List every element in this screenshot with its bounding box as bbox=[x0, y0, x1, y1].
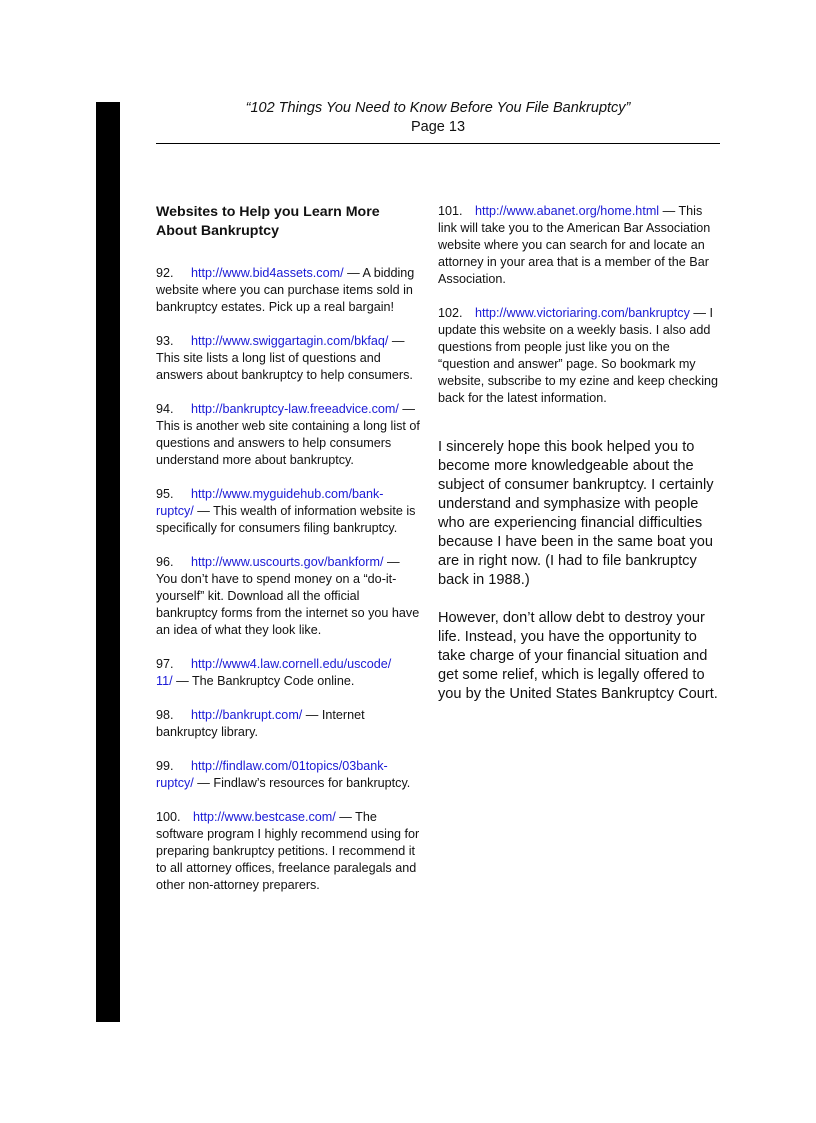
entry-description: — Findlaw’s resources for bankruptcy. bbox=[193, 776, 411, 790]
closing-paragraph-1: I sincerely hope this book helped you to become more knowledgeable about the subject of consumer bankruptcy. I certainly understand and symphasize with people who are experiencing financial difficulties because I have been in the same boat you are in right now. (I had to file bankruptcy back in 1988.) bbox=[438, 439, 714, 588]
website-link[interactable]: http://www.uscourts.gov/bankform/ bbox=[191, 555, 384, 569]
website-link[interactable]: http://findlaw.com/01topics/03bank- bbox=[191, 759, 388, 773]
website-entry bbox=[156, 265, 420, 316]
entry-description: — The Bankruptcy Code online. bbox=[172, 674, 355, 688]
entry-description: — This link will take you to the American Bar Association website where you can search for and locate an attorney in your area that is a member of the Bar Association. bbox=[438, 204, 711, 286]
website-entry bbox=[156, 656, 420, 690]
entry-description: — I update this website on a weekly basis. I also add questions from people just like you on the “question and answer” page. So bookmark my website, subscribe to my ezine and keep checking back for the latest information. bbox=[438, 306, 719, 405]
website-link[interactable]: http://www.bid4assets.com/ bbox=[191, 266, 344, 280]
entry-description: — Internet bankruptcy library. bbox=[156, 708, 365, 739]
website-link[interactable]: http://www.abanet.org/home.html bbox=[475, 204, 660, 218]
website-entry bbox=[156, 486, 420, 537]
entry-number: 101. bbox=[438, 204, 463, 218]
left-margin-bar bbox=[96, 102, 120, 1022]
website-entry bbox=[156, 333, 420, 384]
website-link[interactable]: http://bankruptcy-law.freeadvice.com/ bbox=[191, 402, 399, 416]
closing-paragraph-2: However, don’t allow debt to destroy your life. Instead, you have the opportunity to take charge of your financial situation and get some relief, which is legally offered to you by the United States Bankruptcy Court. bbox=[438, 610, 718, 702]
website-entry bbox=[156, 707, 420, 741]
website-entry bbox=[156, 809, 420, 894]
entry-number: 96. bbox=[156, 555, 174, 569]
header-rule bbox=[156, 143, 720, 144]
page-header bbox=[156, 99, 720, 137]
page-number: Page 13 bbox=[410, 119, 466, 135]
section-heading: Websites to Help you Learn More About Bankruptcy bbox=[156, 204, 380, 239]
website-link[interactable]: http://www.swiggartagin.com/bkfaq/ bbox=[191, 334, 389, 348]
entry-number: 102. bbox=[438, 306, 463, 320]
website-link-continued[interactable]: ruptcy/ bbox=[156, 504, 194, 518]
entry-number: 94. bbox=[156, 402, 174, 416]
entry-number: 93. bbox=[156, 334, 174, 348]
left-column bbox=[156, 203, 420, 911]
entry-number: 98. bbox=[156, 708, 174, 722]
entry-description: — This is another web site containing a long list of questions and answers to help consumers understand more about bankruptcy. bbox=[156, 402, 420, 467]
entry-description: — The software program I highly recommend using for preparing bankruptcy petitions. I recommend it to all attorney offices, freelance paralegals and other non-attorney preparers. bbox=[156, 810, 420, 892]
entry-number: 95. bbox=[156, 487, 174, 501]
entry-description: — This wealth of information website is specifically for consumers filing bankruptcy. bbox=[156, 504, 416, 535]
left-entry-list bbox=[156, 265, 420, 894]
website-entry bbox=[438, 305, 722, 407]
website-entry bbox=[156, 758, 420, 792]
website-link[interactable]: http://www4.law.cornell.edu/uscode/ bbox=[191, 657, 392, 671]
entry-number: 99. bbox=[156, 759, 174, 773]
website-link[interactable]: http://bankrupt.com/ bbox=[191, 708, 303, 722]
right-entry-list bbox=[438, 203, 722, 407]
entry-description: — This site lists a long list of questions and answers about bankruptcy to help consumers. bbox=[156, 334, 413, 382]
website-link-continued[interactable]: ruptcy/ bbox=[156, 776, 194, 790]
entry-number: 92. bbox=[156, 266, 174, 280]
website-link-continued[interactable]: 11/ bbox=[156, 674, 173, 688]
website-entry bbox=[438, 203, 722, 288]
website-entry bbox=[156, 401, 420, 469]
book-title: “102 Things You Need to Know Before You File Bankruptcy” bbox=[245, 100, 631, 116]
website-link[interactable]: http://www.myguidehub.com/bank- bbox=[191, 487, 384, 501]
website-entry bbox=[156, 554, 420, 639]
website-link[interactable]: http://www.bestcase.com/ bbox=[193, 810, 336, 824]
right-column bbox=[438, 203, 722, 704]
website-link[interactable]: http://www.victoriaring.com/bankruptcy bbox=[475, 306, 690, 320]
entry-number: 97. bbox=[156, 657, 174, 671]
entry-description: — You don’t have to spend money on a “do-it-yourself” kit. Download all the official bankruptcy forms from the internet so you have an idea of what they look like. bbox=[156, 555, 420, 637]
entry-number: 100. bbox=[156, 810, 181, 824]
entry-description: — A bidding website where you can purchase items sold in bankruptcy estates. Pick up a real bargain! bbox=[156, 266, 415, 314]
